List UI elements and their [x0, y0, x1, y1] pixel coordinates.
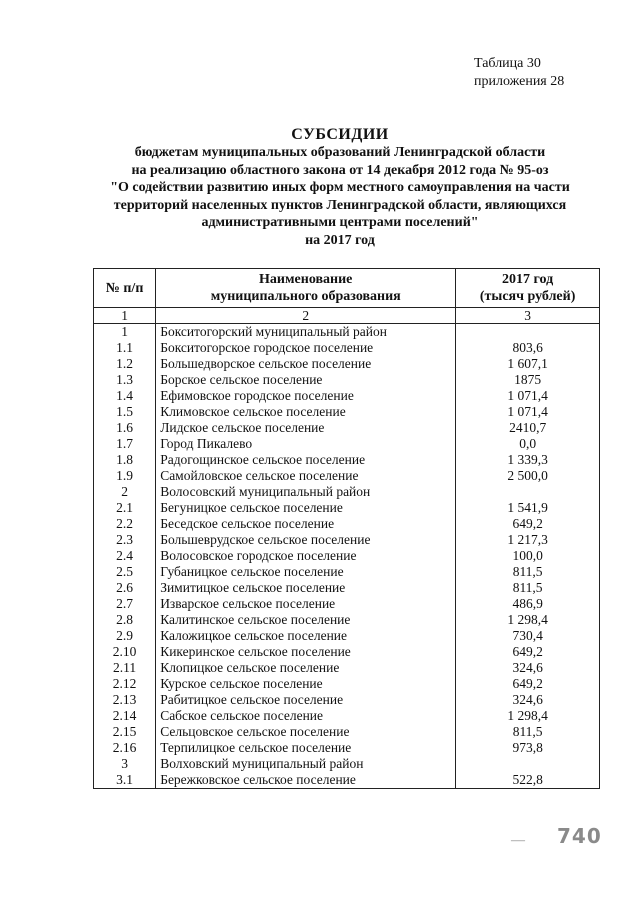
subsidy-value: 1 339,3 [456, 452, 600, 468]
subsidy-value: 811,5 [456, 724, 600, 740]
row-number: 2.2 [94, 516, 156, 532]
subsidy-value: 730,4 [456, 628, 600, 644]
row-number: 1.6 [94, 420, 156, 436]
municipality-name: Радогощинское сельское поселение [156, 452, 456, 468]
subsidy-value: 1875 [456, 372, 600, 388]
municipality-name: Клопицкое сельское поселение [156, 660, 456, 676]
row-number: 2.3 [94, 532, 156, 548]
table-row [94, 756, 600, 772]
municipality-name: Лидское сельское поселение [156, 420, 456, 436]
header-year-line1: 2017 год [502, 272, 554, 287]
municipality-name: Губаницкое сельское поселение [156, 564, 456, 580]
municipality-name: Бегуницкое сельское поселение [156, 500, 456, 516]
row-number: 2.10 [94, 644, 156, 660]
municipality-name: Сельцовское сельское поселение [156, 724, 456, 740]
table-row [94, 580, 600, 596]
row-number: 2.7 [94, 596, 156, 612]
title-line: "О содействии развитию иных форм местного самоуправления на части [110, 180, 570, 195]
row-number: 2 [94, 484, 156, 500]
subsidy-value [456, 756, 600, 772]
table-row [94, 500, 600, 516]
subsidy-value: 324,6 [456, 660, 600, 676]
row-number: 1.8 [94, 452, 156, 468]
table-row [94, 452, 600, 468]
column-number-row [94, 308, 600, 324]
municipality-name: Большеврудское сельское поселение [156, 532, 456, 548]
row-number: 2.11 [94, 660, 156, 676]
table-row [94, 372, 600, 388]
municipality-name: Волховский муниципальный район [156, 756, 456, 772]
row-number: 3 [94, 756, 156, 772]
table-row [94, 772, 600, 789]
row-number: 2.9 [94, 628, 156, 644]
header-year [456, 269, 600, 308]
table-row [94, 340, 600, 356]
subsidies-table [93, 268, 600, 789]
subsidy-value: 973,8 [456, 740, 600, 756]
table-row [94, 596, 600, 612]
subsidy-value: 803,6 [456, 340, 600, 356]
row-number: 1.4 [94, 388, 156, 404]
row-number: 1.3 [94, 372, 156, 388]
title-line: на 2017 год [305, 232, 375, 248]
table-row [94, 676, 600, 692]
table-row [94, 612, 600, 628]
municipality-name: Волосовский муниципальный район [156, 484, 456, 500]
table-body [94, 324, 600, 789]
municipality-name: Зимитицкое сельское поселение [156, 580, 456, 596]
table-header-row [94, 269, 600, 308]
column-number: 1 [94, 308, 156, 324]
table-row [94, 436, 600, 452]
page-stamp: 740 [557, 824, 602, 848]
municipality-name: Изварское сельское поселение [156, 596, 456, 612]
row-number: 2.13 [94, 692, 156, 708]
table-row [94, 468, 600, 484]
subsidy-value [456, 484, 600, 500]
row-number: 1.9 [94, 468, 156, 484]
document-title [80, 125, 600, 249]
row-number: 2.5 [94, 564, 156, 580]
table-row [94, 420, 600, 436]
subsidy-value: 1 217,3 [456, 532, 600, 548]
row-number: 2.1 [94, 500, 156, 516]
municipality-name: Самойловское сельское поселение [156, 468, 456, 484]
subsidy-value: 1 298,4 [456, 708, 600, 724]
table-row [94, 516, 600, 532]
row-number: 1.5 [94, 404, 156, 420]
footer-dash: — [511, 833, 525, 848]
row-number: 2.16 [94, 740, 156, 756]
row-number: 2.15 [94, 724, 156, 740]
subsidy-value: 1 071,4 [456, 404, 600, 420]
table-row [94, 548, 600, 564]
row-number: 1 [94, 324, 156, 341]
subsidy-value: 1 541,9 [456, 500, 600, 516]
municipality-name: Калитинское сельское поселение [156, 612, 456, 628]
municipality-name: Борское сельское поселение [156, 372, 456, 388]
table-row [94, 724, 600, 740]
subsidy-value: 0,0 [456, 436, 600, 452]
row-number: 2.12 [94, 676, 156, 692]
subsidy-value [456, 324, 600, 341]
row-number: 1.1 [94, 340, 156, 356]
table-row [94, 644, 600, 660]
municipality-name: Большедворское сельское поселение [156, 356, 456, 372]
municipality-name: Кикеринское сельское поселение [156, 644, 456, 660]
table-row [94, 484, 600, 500]
municipality-name: Сабское сельское поселение [156, 708, 456, 724]
column-number: 3 [456, 308, 600, 324]
subsidy-value: 2410,7 [456, 420, 600, 436]
subsidy-value: 649,2 [456, 676, 600, 692]
title-line: бюджетам муниципальных образований Ленинградской области [134, 145, 546, 160]
appendix-label: приложения 28 [474, 74, 565, 89]
subsidy-value: 100,0 [456, 548, 600, 564]
title-main: СУБСИДИИ [291, 126, 389, 143]
row-number: 1.2 [94, 356, 156, 372]
table-row [94, 660, 600, 676]
subsidy-value: 649,2 [456, 516, 600, 532]
municipality-name: Город Пикалево [156, 436, 456, 452]
municipality-name: Бокситогорское городское поселение [156, 340, 456, 356]
header-num: № п/п [94, 269, 156, 308]
subsidy-value: 1 607,1 [456, 356, 600, 372]
municipality-name: Терпилицкое сельское поселение [156, 740, 456, 756]
title-line: территорий населенных пунктов Ленинградской области, являющихся [113, 197, 567, 213]
municipality-name: Курское сельское поселение [156, 676, 456, 692]
title-line: на реализацию областного закона от 14 декабря 2012 года № 95-оз [131, 162, 549, 178]
table-row [94, 404, 600, 420]
row-number: 1.7 [94, 436, 156, 452]
header-name [156, 269, 456, 308]
subsidy-value: 1 071,4 [456, 388, 600, 404]
table-reference [474, 55, 564, 91]
row-number: 2.14 [94, 708, 156, 724]
table-label: Таблица 30 [474, 56, 541, 71]
header-name-line1: Наименование [259, 272, 353, 287]
municipality-name: Рабитицкое сельское поселение [156, 692, 456, 708]
subsidy-value: 649,2 [456, 644, 600, 660]
municipality-name: Бокситогорский муниципальный район [156, 324, 456, 341]
table-row [94, 564, 600, 580]
title-line: административными центрами поселений" [201, 215, 479, 230]
header-year-line2: (тысяч рублей) [479, 289, 576, 304]
column-number: 2 [156, 308, 456, 324]
municipality-name: Волосовское городское поселение [156, 548, 456, 564]
municipality-name: Климовское сельское поселение [156, 404, 456, 420]
subsidy-value: 2 500,0 [456, 468, 600, 484]
table-row [94, 708, 600, 724]
municipality-name: Бережковское сельское поселение [156, 772, 456, 789]
table-row [94, 324, 600, 341]
header-name-line2: муниципального образования [210, 289, 401, 304]
table-row [94, 692, 600, 708]
table-row [94, 628, 600, 644]
municipality-name: Беседское сельское поселение [156, 516, 456, 532]
table-row [94, 356, 600, 372]
table-row [94, 532, 600, 548]
row-number: 2.4 [94, 548, 156, 564]
municipality-name: Каложицкое сельское поселение [156, 628, 456, 644]
subsidy-value: 811,5 [456, 564, 600, 580]
row-number: 3.1 [94, 772, 156, 789]
table-row [94, 388, 600, 404]
municipality-name: Ефимовское городское поселение [156, 388, 456, 404]
subsidy-value: 811,5 [456, 580, 600, 596]
subsidy-value: 324,6 [456, 692, 600, 708]
subsidy-value: 522,8 [456, 772, 600, 789]
subsidy-value: 486,9 [456, 596, 600, 612]
subsidy-value: 1 298,4 [456, 612, 600, 628]
row-number: 2.6 [94, 580, 156, 596]
row-number: 2.8 [94, 612, 156, 628]
table-row [94, 740, 600, 756]
